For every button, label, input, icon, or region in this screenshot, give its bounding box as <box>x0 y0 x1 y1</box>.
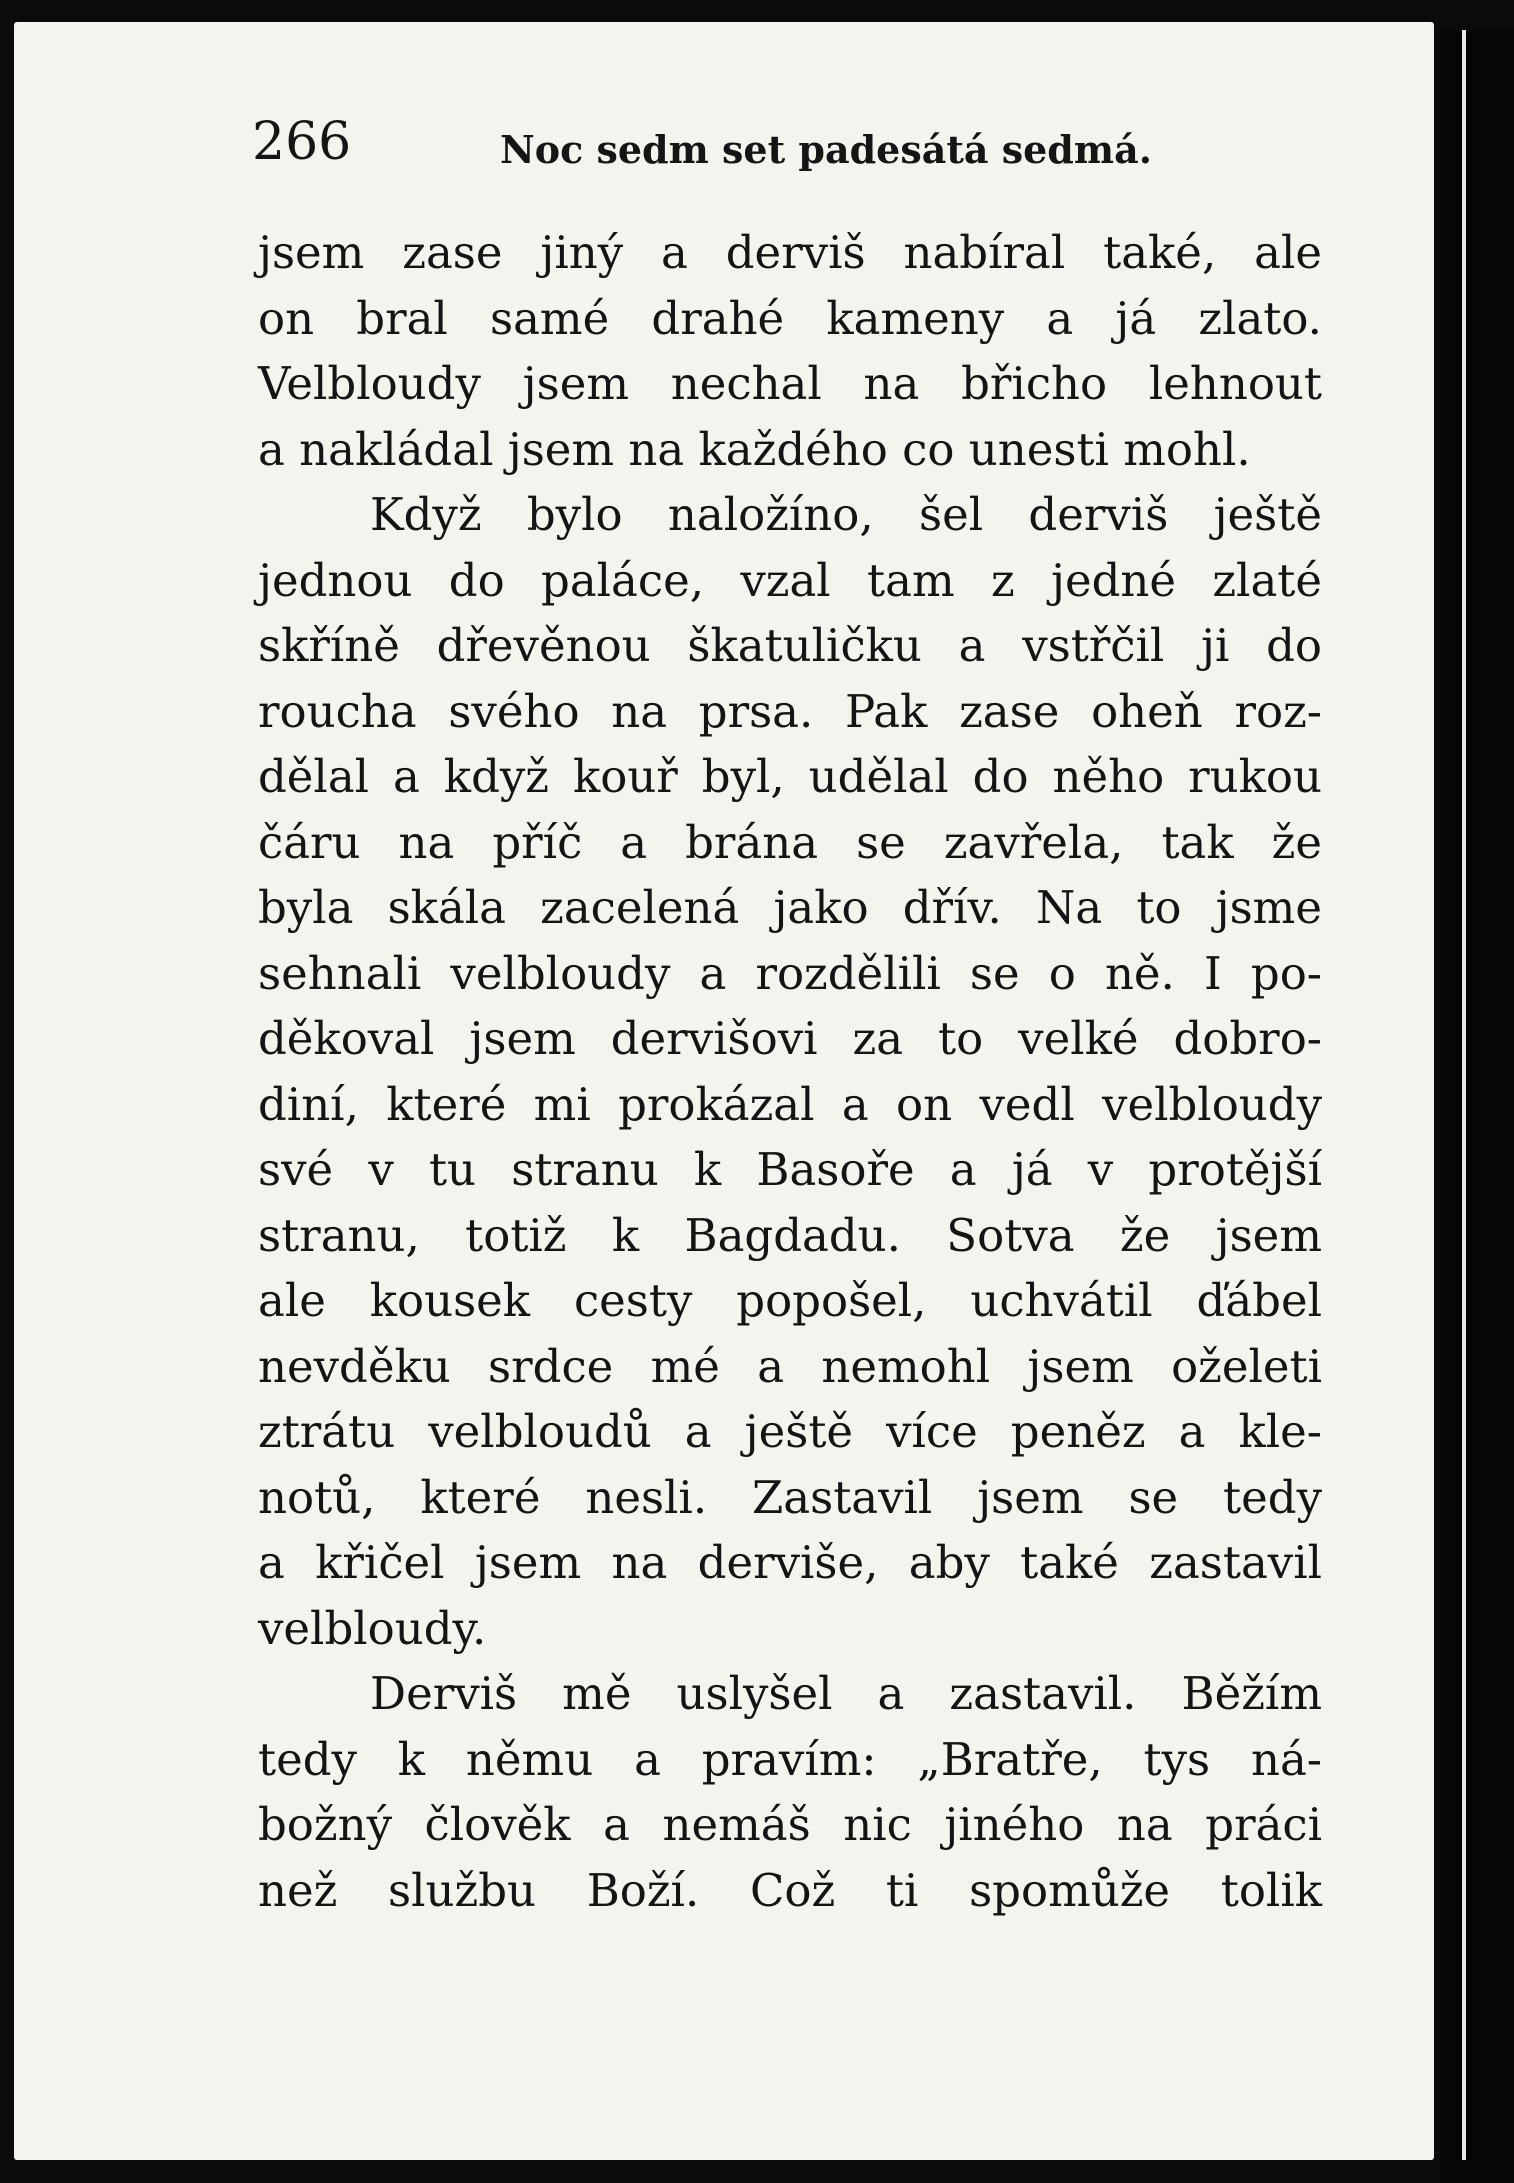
text-line: Velbloudy jsem nechal na břicho lehnout <box>258 357 1322 410</box>
text-line: ale kousek cesty popošel, uchvátil ďábel <box>258 1274 1322 1327</box>
text-line: diní, které mi prokázal a on vedl velbloudy <box>258 1077 1322 1131</box>
text-line: ztrátu velbloudů a ještě více peněz a kle- <box>258 1405 1322 1458</box>
text-line: velbloudy. <box>258 1601 487 1655</box>
text-line: skříně dřevěnou škatuličku a vstřčil ji do <box>258 619 1322 672</box>
text-line: dělal a když kouř byl, udělal do něho rukou <box>258 750 1322 803</box>
scan-edge <box>1440 30 1514 2183</box>
page-header <box>252 112 1352 182</box>
text-line: tedy k němu a pravím: „Bratře, tys ná- <box>258 1732 1322 1786</box>
text-line: byla skála zacelená jako dřív. Na to jsme <box>258 881 1322 934</box>
running-head: Noc sedm set padesátá sedmá. <box>500 127 1152 172</box>
text-line: sehnali velbloudy a rozdělili se o ně. I po- <box>258 946 1322 1000</box>
text-line: nevděku srdce mé a nemohl jsem oželeti <box>258 1339 1322 1393</box>
text-line: než službu Boží. Což ti spomůže tolik <box>258 1863 1322 1917</box>
text-line: své v tu stranu k Basoře a já v protější <box>258 1143 1322 1196</box>
text-line: čáru na příč a brána se zavřela, tak že <box>258 815 1322 869</box>
text-line: Když bylo naložíno, šel derviš ještě <box>370 488 1322 541</box>
body-text <box>258 220 1322 1923</box>
text-line: Derviš mě uslyšel a zastavil. Běžím <box>370 1667 1322 1720</box>
text-line: roucha svého na prsa. Pak zase oheň roz- <box>258 684 1322 738</box>
text-line: jednou do paláce, vzal tam z jedné zlaté <box>258 553 1322 607</box>
page-number: 266 <box>252 112 352 172</box>
text-line: a nakládal jsem na každého co unesti mohl. <box>258 422 1251 476</box>
text-line: stranu, totiž k Bagdadu. Sotva že jsem <box>258 1208 1322 1262</box>
text-line: děkoval jsem dervišovi za to velké dobro- <box>258 1012 1322 1065</box>
text-line: božný člověk a nemáš nic jiného na práci <box>258 1798 1322 1851</box>
text-line: a křičel jsem na derviše, aby také zastavil <box>258 1536 1322 1589</box>
text-line: jsem zase jiný a derviš nabíral také, ale <box>258 226 1322 279</box>
scan-edge-line <box>1462 30 1466 2160</box>
text-line: on bral samé drahé kameny a já zlato. <box>258 291 1322 345</box>
text-line: notů, které nesli. Zastavil jsem se tedy <box>258 1470 1322 1524</box>
